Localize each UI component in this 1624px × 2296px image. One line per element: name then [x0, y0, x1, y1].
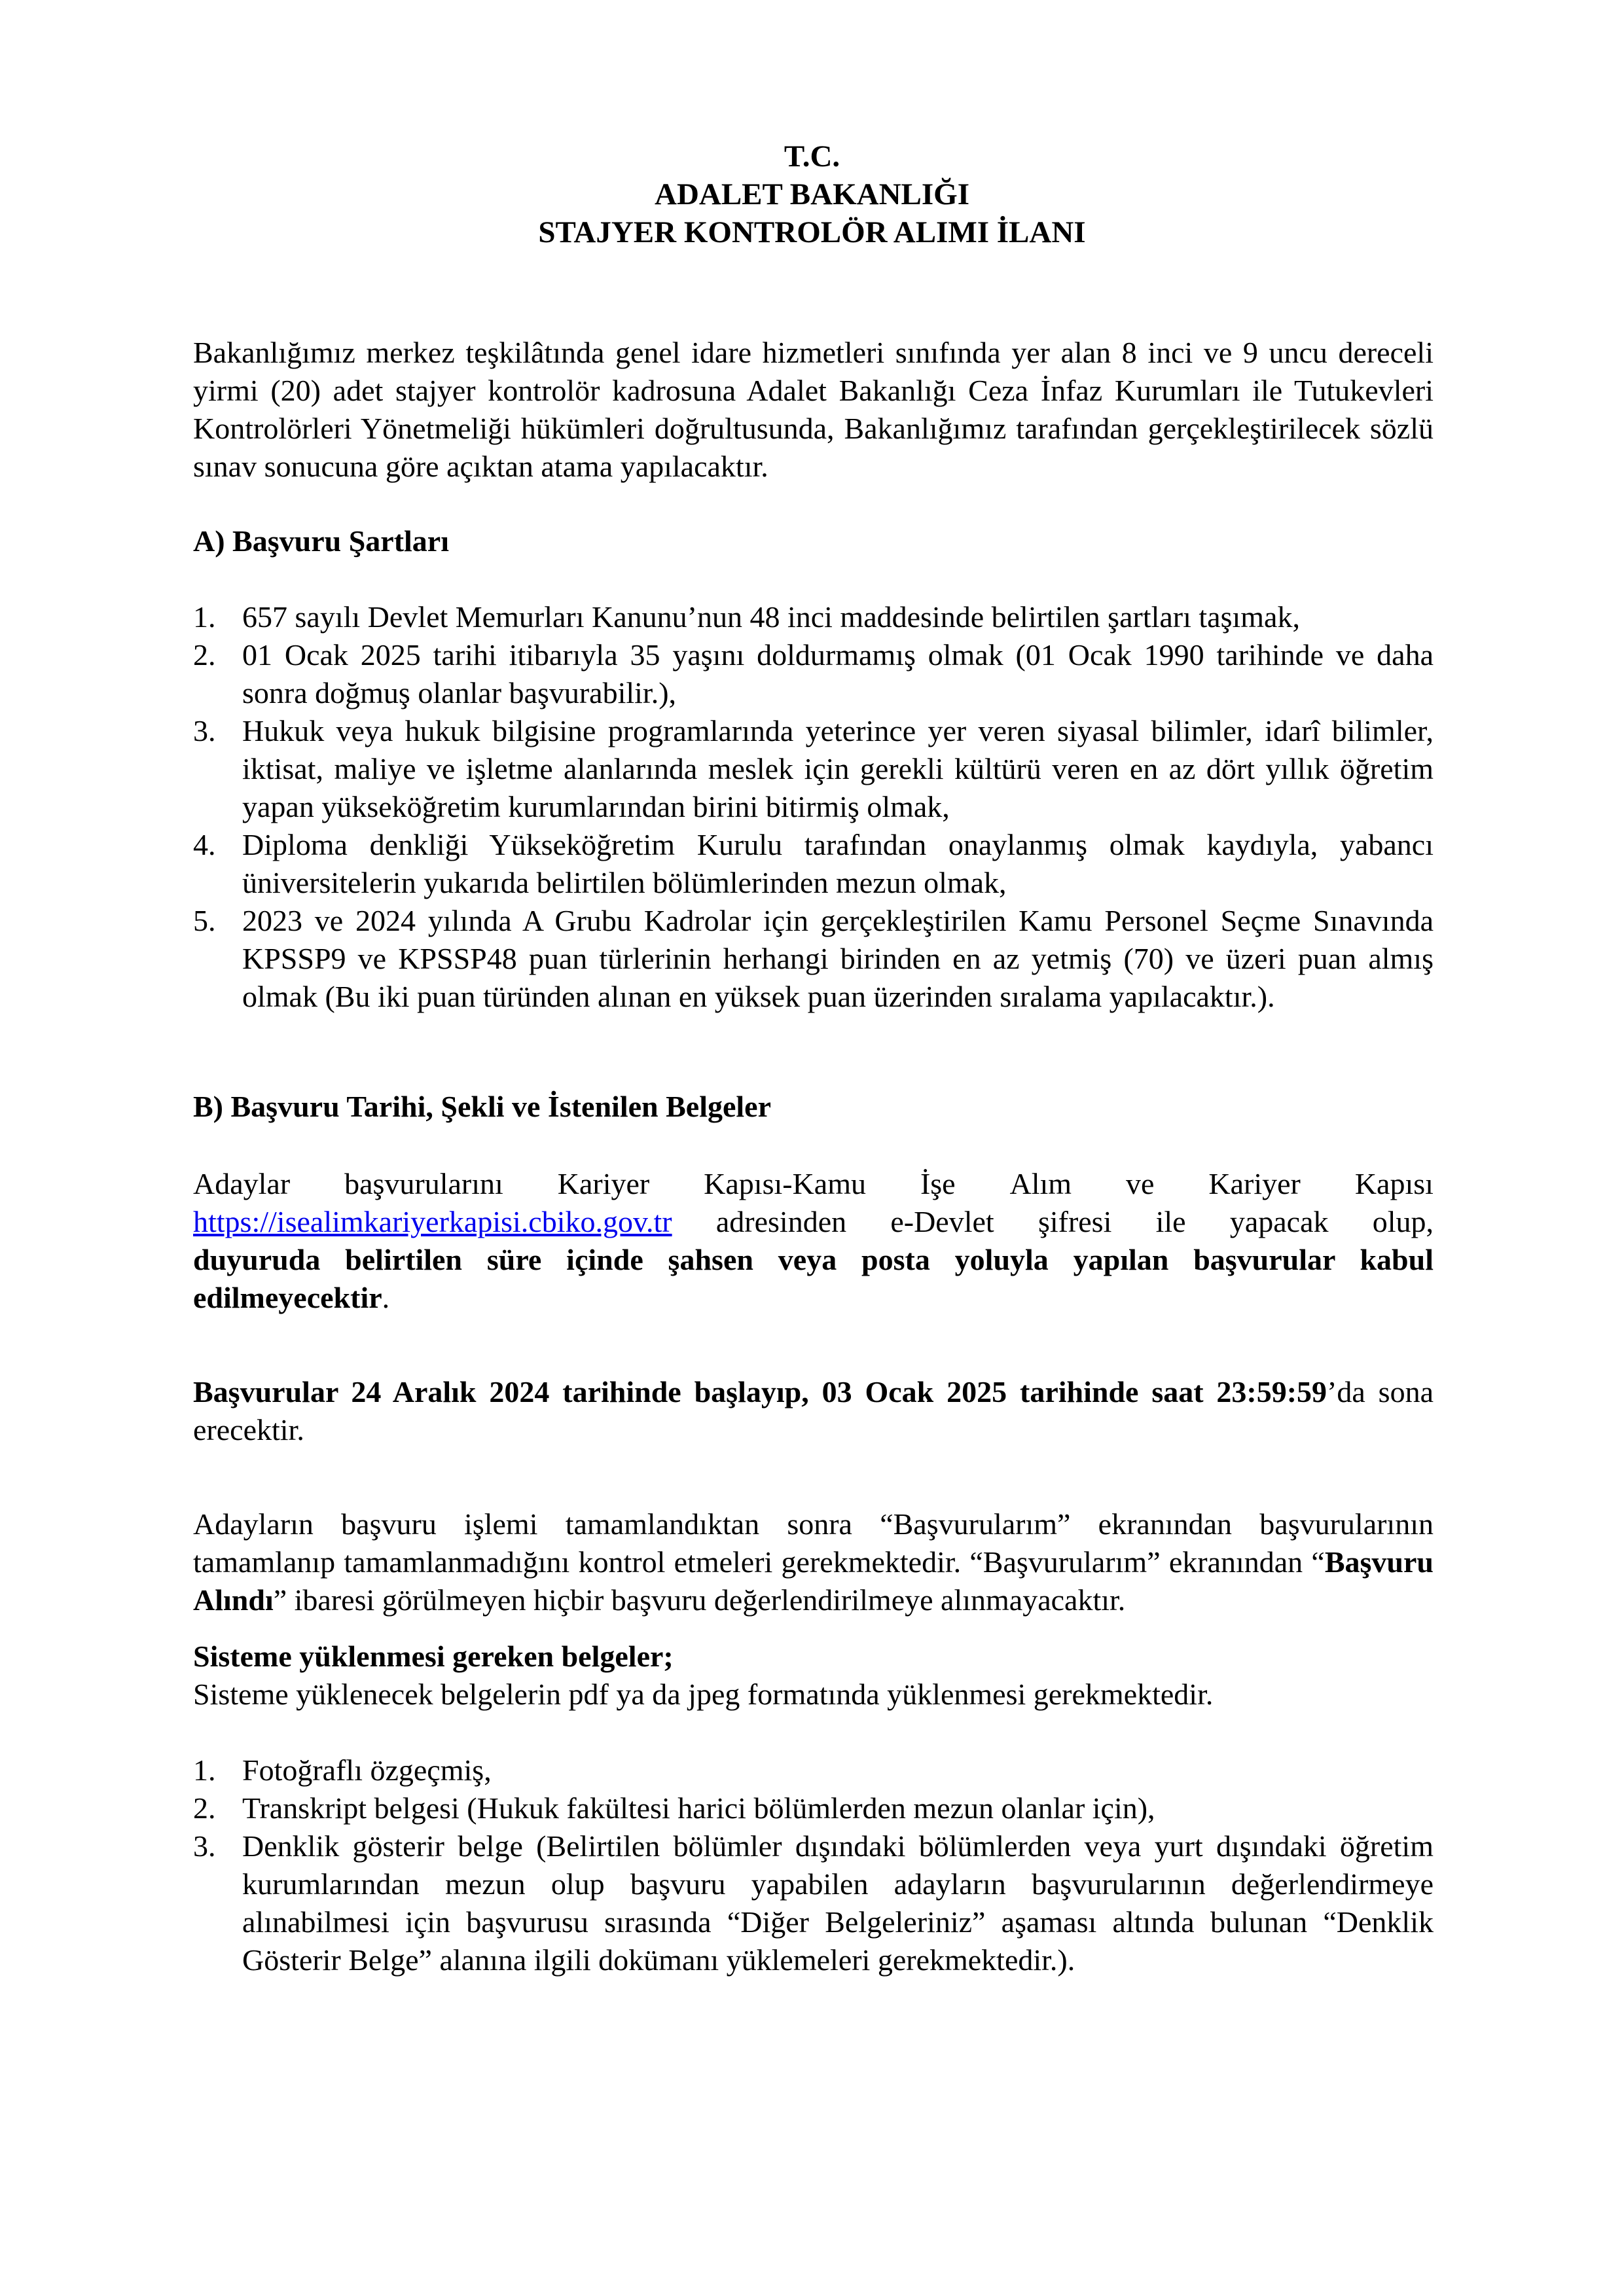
- application-line-1: Adaylar başvurularını Kariyer Kapısı-Kamu İşe Alım ve Kariyer Kapısı: [193, 1167, 1434, 1200]
- header-announcement-title: STAJYER KONTROLÖR ALIMI İLANI: [538, 215, 1086, 249]
- header-tc: T.C.: [784, 139, 840, 173]
- documents-subtitle: Sisteme yüklenecek belgelerin pdf ya da jpeg formatında yüklenmesi gerekmektedir.: [193, 1677, 1214, 1711]
- application-check-paragraph: Adayların başvuru işlemi tamamlandıktan sonra “Başvurularım” ekranından başvurularının tamamlanıp tamamlanmadığını kontrol etmeleri gerekmektedir. “Başvurularım” ekranından “Başvuru Alındı” ibaresi görülmeyen hiçbir başvuru değerlendirilmeye alınmayacaktır.: [193, 1507, 1434, 1617]
- list-item: 2. 01 Ocak 2025 tarihi itibarıyla 35 yaşını doldurmamış olmak (01 Ocak 1990 tarihinde ve daha sonra doğmuş olanlar başvurabilir.),: [193, 638, 1434, 709]
- document-header: [0, 137, 1624, 251]
- application-warning: duyuruda belirtilen süre içinde şahsen veya posta yoluyla yapılan başvurular kabul edilmeyecektir.: [193, 1243, 1434, 1314]
- section-b-title: B) Başvuru Tarihi, Şekli ve İstenilen Belgeler: [193, 1090, 772, 1123]
- list-item: 2. Transkript belgesi (Hukuk fakültesi harici bölümlerden mezun olanlar için),: [193, 1791, 1155, 1825]
- documents-title: Sisteme yüklenmesi gereken belgeler;: [193, 1640, 674, 1673]
- list-item: 3. Denklik gösterir belge (Belirtilen bölümler dışındaki bölümlerden veya yurt dışındaki öğretim kurumlarından mezun olup başvuru yapabilen adayların başvurularının değerlendirmeye alınabilmesi için başvurusu sırasında “Diğer Belgeleriniz” aşaması altında bulunan “Denklik Gösterir Belge” alanına ilgili dokümanı yüklemeleri gerekmektedir.).: [193, 1829, 1434, 1977]
- list-item: 3. Hukuk veya hukuk bilgisine programlarında yeterince yer veren siyasal bilimler, idarî bilimler, iktisat, maliye ve işletme alanlarında meslek için gerekli kültürü veren en az dört yıllık öğretim yapan yükseköğretim kurumlarından birini bitirmiş olmak,: [193, 714, 1434, 823]
- application-dates: Başvurular 24 Aralık 2024 tarihinde başlayıp, 03 Ocak 2025 tarihinde saat 23:59:59’da sona erecektir.: [193, 1375, 1434, 1446]
- list-item: 5. 2023 ve 2024 yılında A Grubu Kadrolar için gerçekleştirilen Kamu Personel Seçme Sınavında KPSSP9 ve KPSSP48 puan türlerinin herhangi birinden en az yetmiş (70) ve üzeri puan almış olmak (Bu iki puan türünden alınan en yüksek puan üzerinden sıralama yapılacaktır.).: [193, 904, 1434, 1013]
- application-paragraph: [193, 1165, 1434, 1317]
- intro-paragraph: Bakanlığımız merkez teşkilâtında genel idare hizmetleri sınıfında yer alan 8 inci ve 9 uncu dereceli yirmi (20) adet stajyer kontrolör kadrosuna Adalet Bakanlığı Ceza İnfaz Kurumları ile Tutukevleri Kontrolörleri Yönetmeliği hükümleri doğrultusunda, Bakanlığımız tarafından gerçekleştirilecek sözlü sınav sonucuna göre açıktan atama yapılacaktır.: [193, 336, 1434, 483]
- section-a-title: A) Başvuru Şartları: [193, 524, 449, 558]
- documents-list: [193, 1751, 1434, 1979]
- list-item: 1. 657 sayılı Devlet Memurları Kanunu’nun 48 inci maddesinde belirtilen şartları taşımak,: [193, 600, 1300, 634]
- requirements-list: [193, 598, 1434, 1016]
- career-portal-link[interactable]: https://isealimkariyerkapisi.cbiko.gov.tr: [193, 1205, 672, 1238]
- header-ministry: ADALET BAKANLIĞI: [655, 177, 969, 211]
- list-item: 1. Fotoğraflı özgeçmiş,: [193, 1753, 492, 1787]
- application-line-2: https://isealimkariyerkapisi.cbiko.gov.tr adresinden e-Devlet şifresi ile yapacak olup,: [193, 1205, 1434, 1238]
- list-item: 4. Diploma denkliği Yükseköğretim Kurulu tarafından onaylanmış olmak kaydıyla, yabancı üniversitelerin yukarıda belirtilen bölümlerinden mezun olmak,: [193, 828, 1434, 899]
